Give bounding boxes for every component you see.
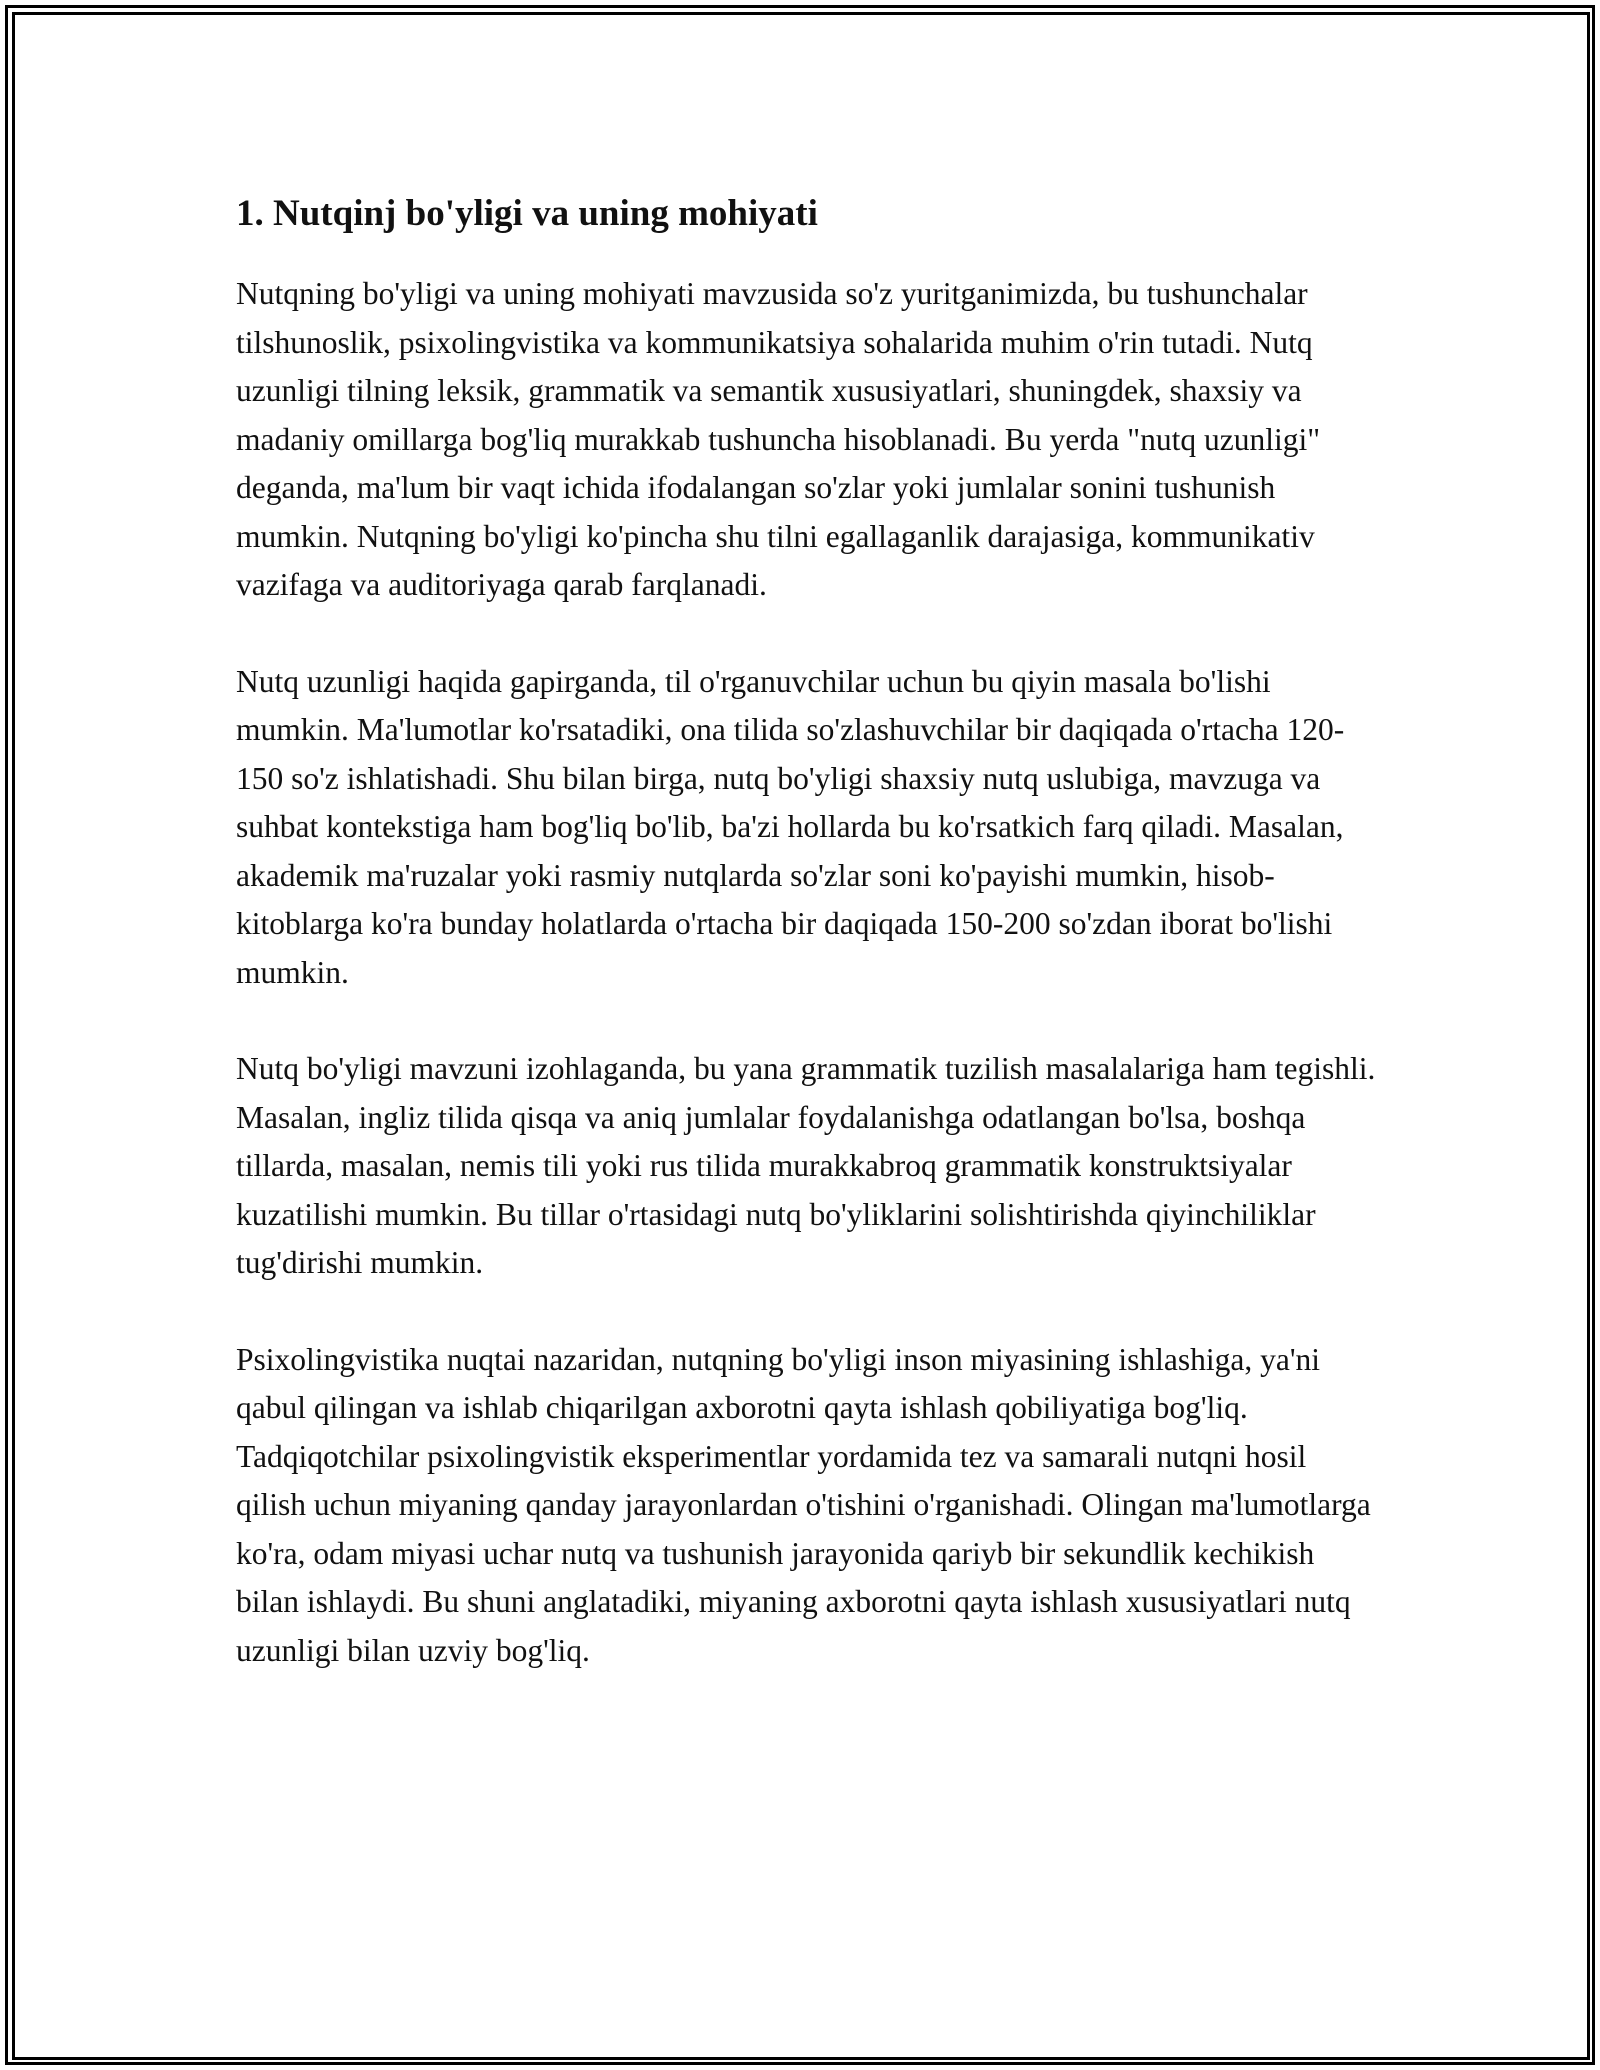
- paragraph-2: Nutq uzunligi haqida gapirganda, til o'rganuvchilar uchun bu qiyin masala bo'lishi mumkin. Ma'lumotlar ko'rsatadiki, ona tilida so'zlashuvchilar bir daqiqada o'rtacha 120-150 so'z ishlatishadi. Shu bilan birga, nutq bo'yligi shaxsiy nutq uslubiga, mavzuga va suhbat kontekstiga ham bog'liq bo'lib, ba'zi hollarda bu ko'rsatkich farq qiladi. Masalan, akademik ma'ruzalar yoki rasmiy nutqlarda so'zlar soni ko'payishi mumkin, hisob-kitoblarga ko'ra bunday holatlarda o'rtacha bir daqiqada 150-200 so'zdan iborat bo'lishi mumkin.: [236, 663, 1345, 990]
- paragraph-4: Psixolingvistika nuqtai nazaridan, nutqning bo'yligi inson miyasining ishlashiga, ya'ni qabul qilingan va ishlab chiqarilgan axborotni qayta ishlash qobiliyatiga bog'liq. Tadqiqotchilar psixolingvistik eksperimentlar yordamida tez va samarali nutqni hosil qilish uchun miyaning qanday jarayonlardan o'tishini o'rganishadi. Olingan ma'lumotlarga ko'ra, odam miyasi uchar nutq va tushunish jarayonida qariyb bir sekundlik kechikish bilan ishlaydi. Bu shuni anglatadiki, miyaning axborotni qayta ishlash xususiyatlari nutq uzunligi bilan uzviy bog'liq.: [236, 1341, 1371, 1668]
- paragraph-3: Nutq bo'yligi mavzuni izohlaganda, bu yana grammatik tuzilish masalalariga ham tegishli. Masalan, ingliz tilida qisqa va aniq jumlalar foydalanishga odatlangan bo'lsa, boshqa tillarda, masalan, nemis tili yoki rus tilida murakkabroq grammatik konstruktsiyalar kuzatilishi mumkin. Bu tillar o'rtasidagi nutq bo'yliklarini solishtirishda qiyinchiliklar tug'dirishi mumkin.: [236, 1051, 1376, 1280]
- paragraph-1: Nutqning bo'yligi va uning mohiyati mavzusida so'z yuritganimizda, bu tushunchalar tilshunoslik, psixolingvistika va kommunikatsiya sohalarida muhim o'rin tutadi. Nutq uzunligi tilning leksik, grammatik va semantik xususiyatlari, shuningdek, shaxsiy va madaniy omillarga bog'liq murakkab tushuncha hisoblanadi. Bu yerda "nutq uzunligi" deganda, ma'lum bir vaqt ichida ifodalangan so'zlar yoki jumlalar sonini tushunish mumkin. Nutqning bo'yligi ko'pincha shu tilni egallaganlik darajasiga, kommunikativ vazifaga va auditoriyaga qarab farqlanadi.: [236, 276, 1321, 602]
- document-body: [236, 186, 1376, 1723]
- section-heading: 1. Nutqinj bo'yligi va uning mohiyati: [236, 193, 818, 234]
